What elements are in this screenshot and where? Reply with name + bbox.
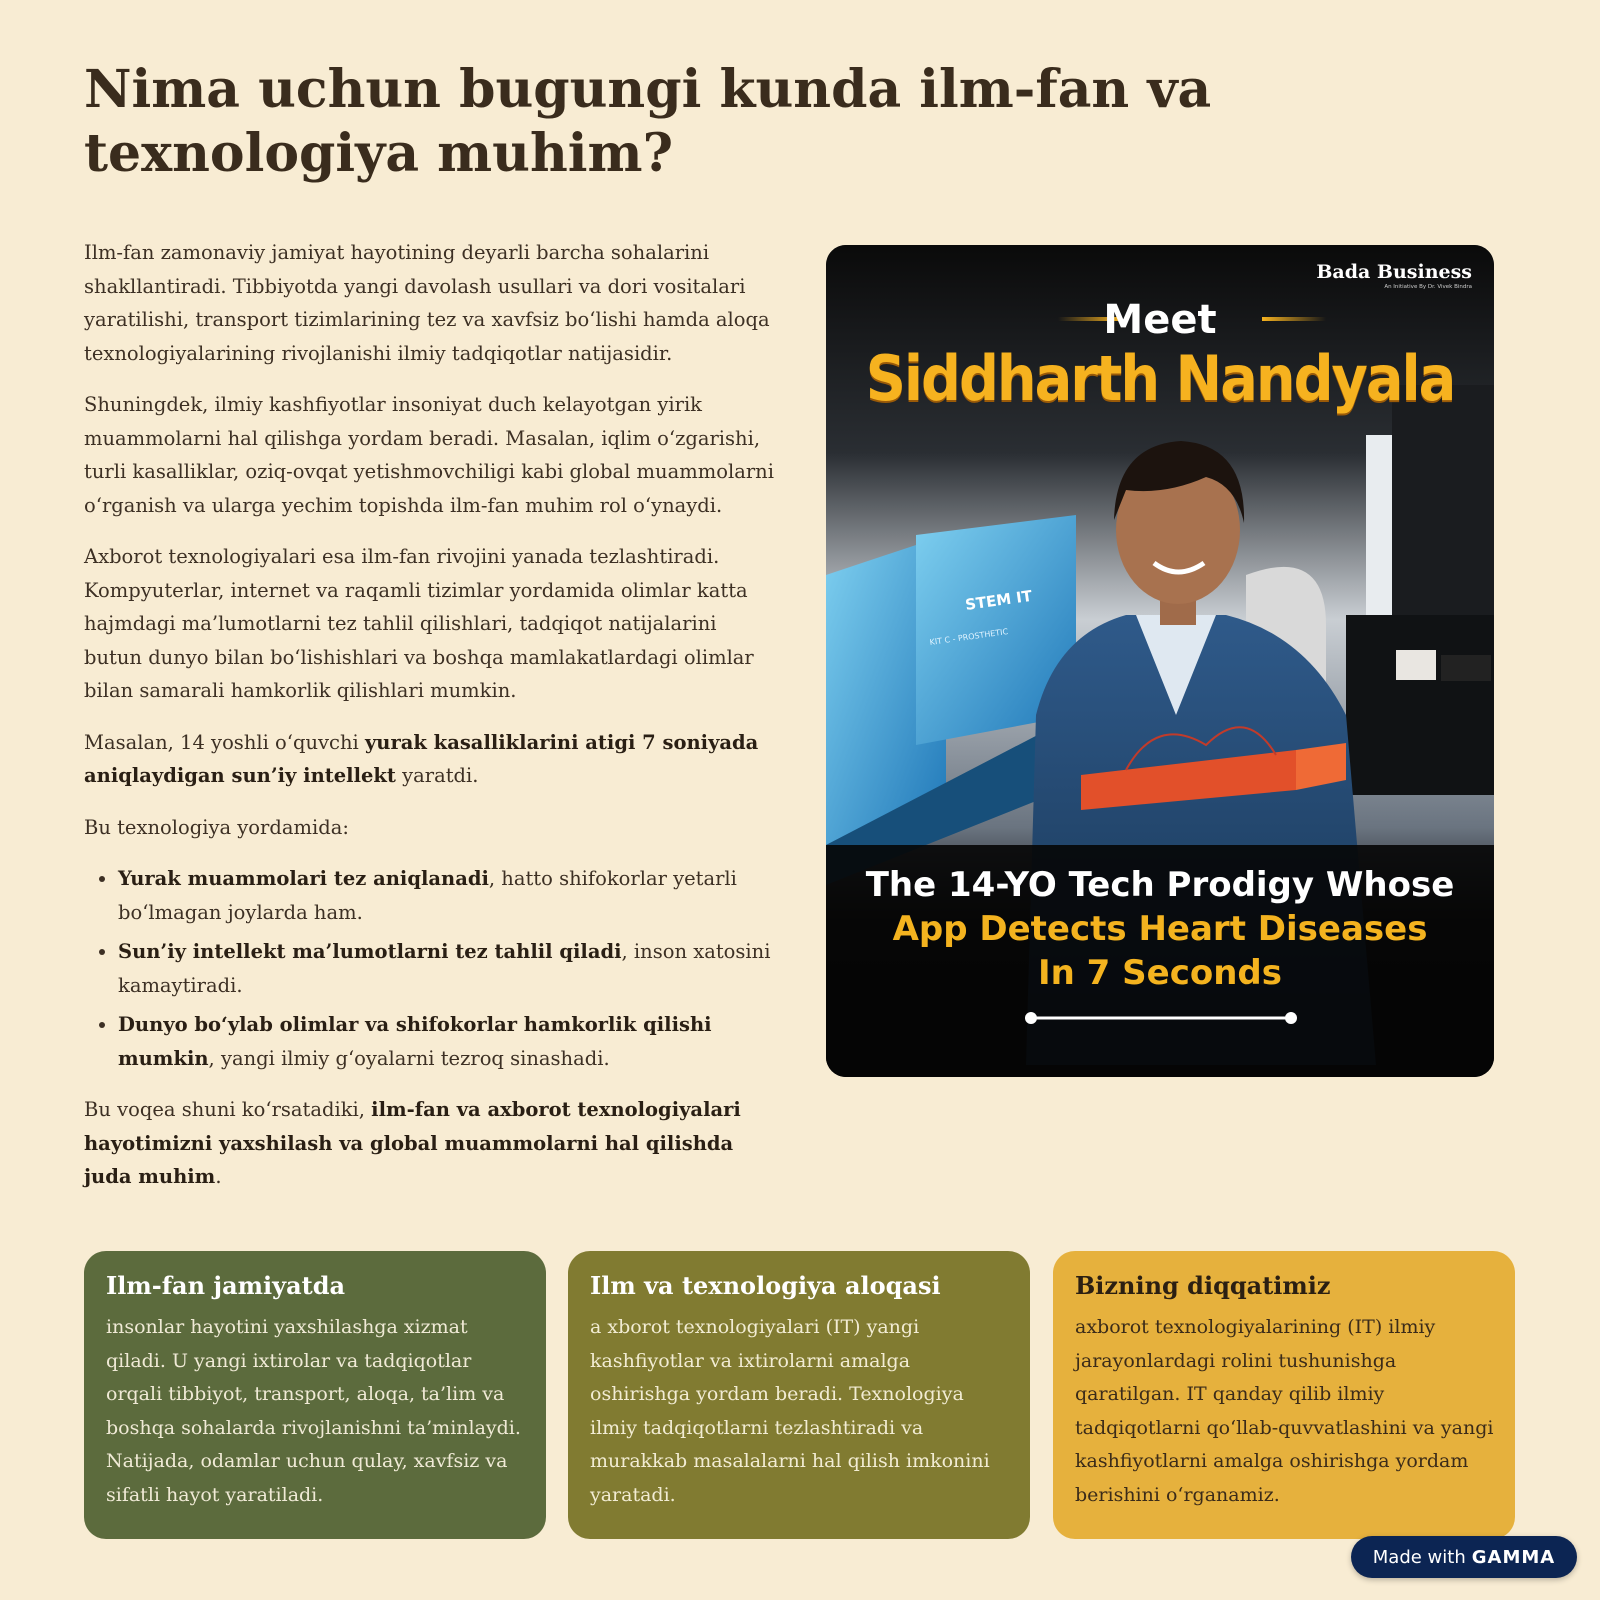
image-headline	[846, 863, 1474, 995]
paragraph-5: Bu texnologiya yordamida:	[84, 815, 349, 839]
article-image	[826, 245, 1494, 1077]
card-title: Bizning diqqatimiz	[1075, 1271, 1331, 1300]
paragraph-6-end: .	[215, 1165, 222, 1188]
card-title: Ilm-fan jamiyatda	[106, 1271, 346, 1300]
list-item-bold: Sun’iy intellekt ma’lumotlarni tez tahlil qiladi	[118, 940, 622, 963]
list-item	[118, 1008, 774, 1075]
brand-tagline: An Initiative By Dr. Vivek Bindra	[1384, 284, 1472, 290]
image-headline-line-2: App Detects Heart Diseases	[892, 909, 1428, 949]
list-item-text: , inson xatosini kamaytiradi.	[118, 940, 771, 997]
paragraph-4-end: yaratdi.	[395, 764, 479, 787]
list-item-bold: Yurak muammolari tez aniqlanadi	[118, 867, 489, 890]
benefits-list	[84, 862, 774, 1075]
card-title: Ilm va texnologiya aloqasi	[590, 1271, 941, 1300]
card-text: a xborot texnologiyalari (IT) yangi kashfiyotlar va ixtirolarni amalga oshirishga yordam beradi. Texnologiya ilmiy tadqiqotlarni tezlashtiradi va murakkab masalalarni hal qilish imkonini yaratadi.	[590, 1316, 990, 1506]
paragraph-6-start: Bu voqea shuni ko‘rsatadiki,	[84, 1098, 372, 1121]
paragraph-6	[84, 1093, 774, 1194]
list-item	[118, 862, 774, 929]
gamma-logo: GAMMA	[1471, 1546, 1556, 1568]
card-our-focus	[1053, 1251, 1515, 1539]
card-text: axborot texnologiyalarining (IT) ilmiy jarayonlardagi rolini tushunishga qaratilgan. IT qanday qilib ilmiy tadqiqotlarni qo‘llab-quvvatlashini va yangi kashfiyotlarni amalga oshirishga yordam berishini o‘rganamiz.	[1075, 1316, 1494, 1506]
card-science-in-society	[84, 1251, 546, 1539]
box-sub-label: KIT C - PROSTHETIC	[929, 627, 1009, 647]
paragraph-4-start: Masalan, 14 yoshli o‘quvchi	[84, 730, 365, 754]
image-headline-line-1: The 14-YO Tech Prodigy Whose	[865, 865, 1455, 905]
box-label: STEM IT	[964, 586, 1034, 614]
paragraph-1: Ilm-fan zamonaviy jamiyat hayotining deyarli barcha sohalarini shakllantiradi. Tibbiyotda yangi davolash usullari va dori vositalari yaratilishi, transport tizimlarining tez va xavfsiz bo‘lishi hamda aloqa texnologiyalarining rivojlanishi ilmiy tadqiqotlar natijasidir.	[84, 241, 770, 365]
list-item	[118, 935, 774, 1002]
image-meet-text: Meet	[1103, 297, 1217, 343]
made-with-gamma-badge[interactable]	[1351, 1536, 1577, 1578]
card-text: insonlar hayotini yaxshilashga xizmat qiladi. U yangi ixtirolar va tadqiqotlar orqali tibbiyot, transport, aloqa, ta’lim va boshqa sohalarda rivojlanishni ta’minlaydi. Natijada, odamlar uchun qulay, xavfsiz va sifatli hayot yaratiladi.	[106, 1316, 521, 1506]
paragraph-4-highlight: yurak kasalliklarini atigi 7 soniyada aniqlaydigan sun’iy intellekt	[84, 730, 759, 787]
brand-logo	[1316, 261, 1472, 291]
article-text	[84, 236, 774, 1212]
list-item-text: , yangi ilmiy g‘oyalarni tezroq sinashadi.	[208, 1046, 610, 1070]
list-item-text: , hatto shifokorlar yetarli bo‘lmagan joylarda ham.	[118, 867, 737, 924]
paragraph-6-highlight: ilm-fan va axborot texnologiyalari hayotimizni yaxshilash va global muammolarni hal qilishda juda muhim	[84, 1098, 741, 1188]
card-science-technology-link	[568, 1251, 1030, 1539]
image-person-name: Siddharth Nandyala	[865, 342, 1455, 415]
paragraph-2: Shuningdek, ilmiy kashfiyotlar insoniyat duch kelayotgan yirik muammolarni hal qilishga yordam beradi. Masalan, iqlim o‘zgarishi, turli kasalliklar, oziq-ovqat yetishmovchiligi kabi global muammolarni o‘rganish va ularga yechim topishda ilm-fan muhim rol o‘ynaydi.	[84, 393, 774, 517]
image-headline-line-3: In 7 Seconds	[1037, 953, 1283, 993]
brand-name: Bada Business	[1316, 261, 1472, 283]
list-item-bold: Dunyo bo‘ylab olimlar va shifokorlar hamkorlik qilishi mumkin	[118, 1013, 712, 1070]
paragraph-3: Axborot texnologiyalari esa ilm-fan rivojini yanada tezlashtiradi. Kompyuterlar, internet va raqamli tizimlar yordamida olimlar katta hajmdagi ma’lumotlarni tez tahlil qilishlari, tadqiqot natijalarini butun dunyo bilan bo‘lishishlari va boshqa mamlakatlardagi olimlar bilan samarali hamkorlik qilishlari mumkin.	[84, 545, 754, 702]
page-title: Nima uchun bugungi kunda ilm-fan va texnologiya muhim?	[84, 59, 1212, 184]
paragraph-4	[84, 726, 774, 793]
badge-prefix: Made with	[1372, 1546, 1466, 1568]
